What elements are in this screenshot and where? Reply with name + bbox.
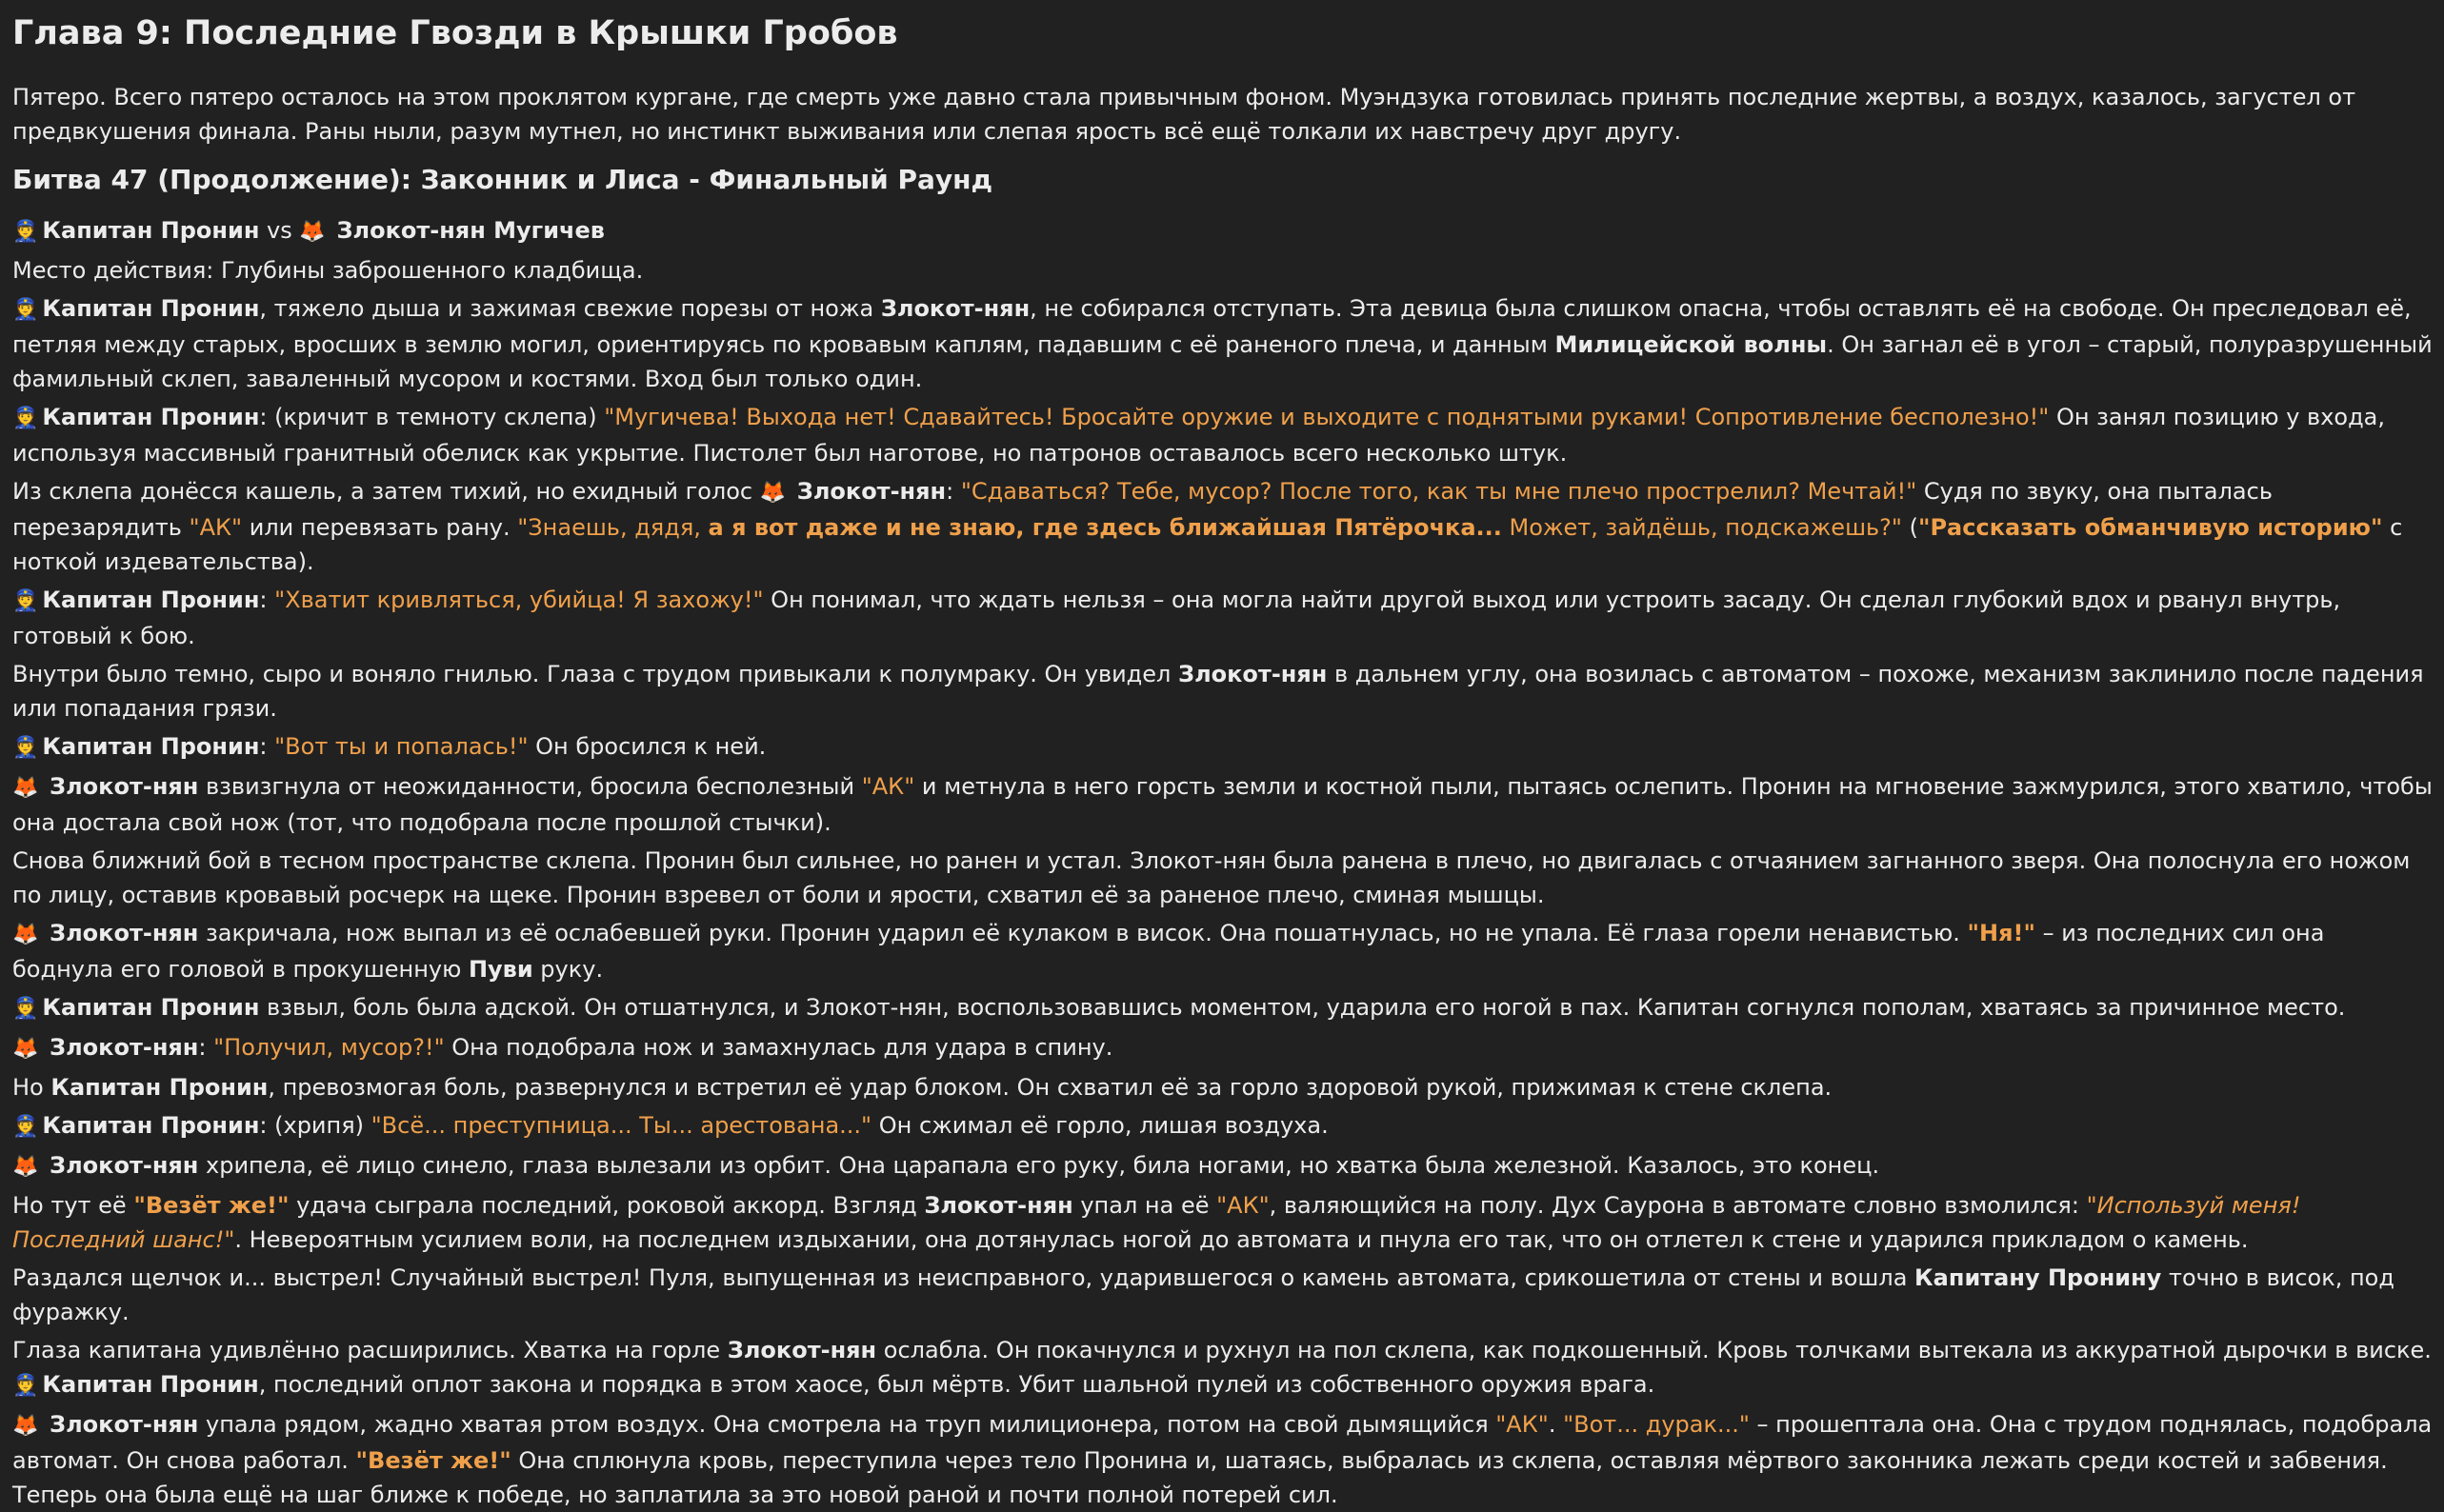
fox-icon: 🦊 (759, 480, 787, 505)
police-officer-icon: 👮 (12, 219, 39, 244)
police-officer-icon: 👮 (12, 996, 39, 1021)
chapter-title: Глава 9: Последние Гвозди в Крышки Гробов (12, 14, 898, 52)
police-officer-icon: 👮 (12, 1373, 39, 1398)
paragraph-8: Снова ближний бой в тесном пространстве склепа. Пронин был сильнее, но ранен и устал. Злокот-нян была ранена в плечо, но двигалась с отчаянием загнанного зверя. Она полоснула его ножом по лицу, оставив кровавый росчерк на щеке. Пронин взревел от боли и ярости, схватил её за раненое плечо, сминая мышцы. (12, 846, 2411, 908)
paragraph-4: 👮 Капитан Пронин: "Хватит кривляться, убийца! Я захожу!" Он понимал, что ждать нельзя – она могла найти другой выход или устроить засаду. Он сделал глубокий вдох и рванул внутрь, готовый к бою. (12, 586, 2341, 649)
fox-icon: 🦊 (12, 775, 39, 800)
paragraph-2: 👮 Капитан Пронин: (кричит в темноту склепа) "Мугичева! Выхода нет! Сдавайтесь! Бросайте оружие и выходите с поднятыми руками! Сопротивление бесполезно!" Он занял позицию у входа, используя массивный гранитный обелиск как укрытие. Пистолет был наготове, но патронов оставалось всего несколько штук. (12, 403, 2386, 467)
paragraph-5: Внутри было темно, сыро и воняло гнилью. Глаза с трудом привыкали к полумраку. Он увидел Злокот-нян в дальнем углу, она возилась с автоматом – похоже, механизм заклинило после падения или попадания грязи. (12, 660, 2424, 722)
battle-heading: Битва 47 (Продолжение): Законник и Лиса - Финальный Раунд (12, 164, 993, 195)
police-officer-icon: 👮 (12, 297, 39, 322)
paragraph-1: 👮 Капитан Пронин, тяжело дыша и зажимая свежие порезы от ножа Злокот-нян, не собирался отступать. Эта девица была слишком опасна, чтобы оставлять её на свободе. Он преследовал её, петляя между старых, вросших в землю могил, ориентируясь по кровавым каплям, падавшим с её раненого плеча, и данным Милицейской волны. Он загнал её в угол – старый, полуразрушенный фамильный склеп, заваленный мусором и костями. Вход был только один. (12, 294, 2433, 392)
police-officer-icon: 👮 (12, 735, 39, 760)
paragraph-7: 🦊 Злокот-нян взвизгнула от неожиданности, бросила бесполезный "АК" и метнула в него горсть земли и костной пыли, пытаясь ослепить. Пронин на мгновение зажмурился, этого хватило, чтобы она достала свой нож (тот, что подобрала после прошлой стычки). (12, 772, 2433, 836)
fox-icon: 🦊 (12, 922, 39, 946)
paragraph-12: Но Капитан Пронин, превозмогая боль, развернулся и встретил её удар блоком. Он схватил её за горло здоровой рукой, прижимая к стене склепа. (12, 1073, 1833, 1101)
paragraph-16: Раздался щелчок и... выстрел! Случайный выстрел! Пуля, выпущенная из неисправного, ударившегося о камень автомата, срикошетила от стены и вошла Капитану Пронину точно в висок, под фуражку. (12, 1263, 2394, 1325)
paragraph-10: 👮 Капитан Пронин взвыл, боль была адской. Он отшатнулся, и Злокот-нян, воспользовавшись моментом, ударила его ногой в пах. Капитан согнулся пополам, хватаясь за причинное место. (12, 990, 2433, 1026)
paragraph-13: 👮 Капитан Пронин: (хрипя) "Всё... преступница... Ты... арестована..." Он сжимал её горло, лишая воздуха. (12, 1108, 2433, 1144)
paragraph-3: Из склепа донёсся кашель, а затем тихий, но ехидный голос 🦊 Злокот-нян: "Сдаваться? Тебе, мусор? После того, как ты мне плечо прострелил? Мечтай!" Судя по звуку, она пыталась перезарядить "АК" или перевязать рану. "Знаешь, дядя, а я вот даже и не знаю, где здесь ближайшая Пятёрочка... Может, зайдёшь, подскажешь?" ("Рассказать обманчивую историю" с ноткой издевательства). (12, 477, 2403, 575)
paragraph-9: 🦊 Злокот-нян закричала, нож выпал из её ослабевшей руки. Пронин ударил её кулаком в висок. Она пошатнулась, но не упала. Её глаза горели ненавистью. "Ня!" – из последних сил она боднула его головой в прокушенную Пуви руку. (12, 919, 2325, 983)
fox-icon: 🦊 (12, 1413, 39, 1438)
police-officer-icon: 👮 (12, 406, 39, 430)
location-line: Место действия: Глубины заброшенного кладбища. (12, 256, 644, 284)
paragraph-6: 👮 Капитан Пронин: "Вот ты и попалась!" Он бросился к ней. (12, 729, 2433, 766)
matchup-line: 👮 Капитан Пронин vs 🦊 Злокот-нян Мугичев (12, 213, 2433, 249)
paragraph-11: 🦊 Злокот-нян: "Получил, мусор?!" Она подобрала нож и замахнулась для удара в спину. (12, 1030, 2433, 1066)
police-officer-icon: 👮 (12, 1114, 39, 1139)
intro-paragraph: Пятеро. Всего пятеро осталось на этом проклятом кургане, где смерть уже давно стала привычным фоном. Муэндзука готовилась принять последние жертвы, а воздух, казалось, загустел от предвкушения финала. Раны ныли, разум мутнел, но инстинкт выживания или слепая ярость всё ещё толкали их навстречу друг другу. (12, 84, 2356, 145)
fox-icon: 🦊 (12, 1036, 39, 1061)
paragraph-18: 🦊 Злокот-нян упала рядом, жадно хватая ртом воздух. Она смотрела на труп милиционера, потом на свой дымящийся "АК". "Вот... дурак..." – прошептала она. Она с трудом поднялась, подобрала автомат. Он снова работал. "Везёт же!" Она сплюнула кровь, переступила через тело Пронина и, шатаясь, выбралась из склепа, оставляя мёртвого законника лежать среди костей и забвения. Теперь она была ещё на шаг ближе к победе, но заплатила за это новой раной и почти полной потерей сил. (12, 1410, 2433, 1508)
paragraph-14: 🦊 Злокот-нян хрипела, её лицо синело, глаза вылезали из орбит. Она царапала его руку, била ногами, но хватка была железной. Казалось, это конец. (12, 1148, 2433, 1184)
police-officer-icon: 👮 (12, 588, 39, 613)
fox-icon: 🦊 (12, 1154, 39, 1179)
fox-icon: 🦊 (299, 219, 326, 244)
paragraph-15: Но тут её "Везёт же!" удача сыграла последний, роковой аккорд. Взгляд Злокот-нян упал на её "АК", валяющийся на полу. Дух Саурона в автомате словно взмолился: "Используй меня! Последний шанс!". Невероятным усилием воли, на последнем издыхании, она дотянулась ногой до автомата и пнула его так, что он отлетел к стене и ударился прикладом о камень. (12, 1191, 2301, 1253)
paragraph-17: Глаза капитана удивлённо расширились. Хватка на горле Злокот-нян ослабла. Он покачнулся и рухнул на пол склепа, как подкошенный. Кровь толчками вытекала из аккуратной дырочки в виске. 👮 Капитан Пронин, последний оплот закона и порядка в этом хаосе, был мёртв. Убит шальной пулей из собственного оружия врага. (12, 1333, 2433, 1403)
